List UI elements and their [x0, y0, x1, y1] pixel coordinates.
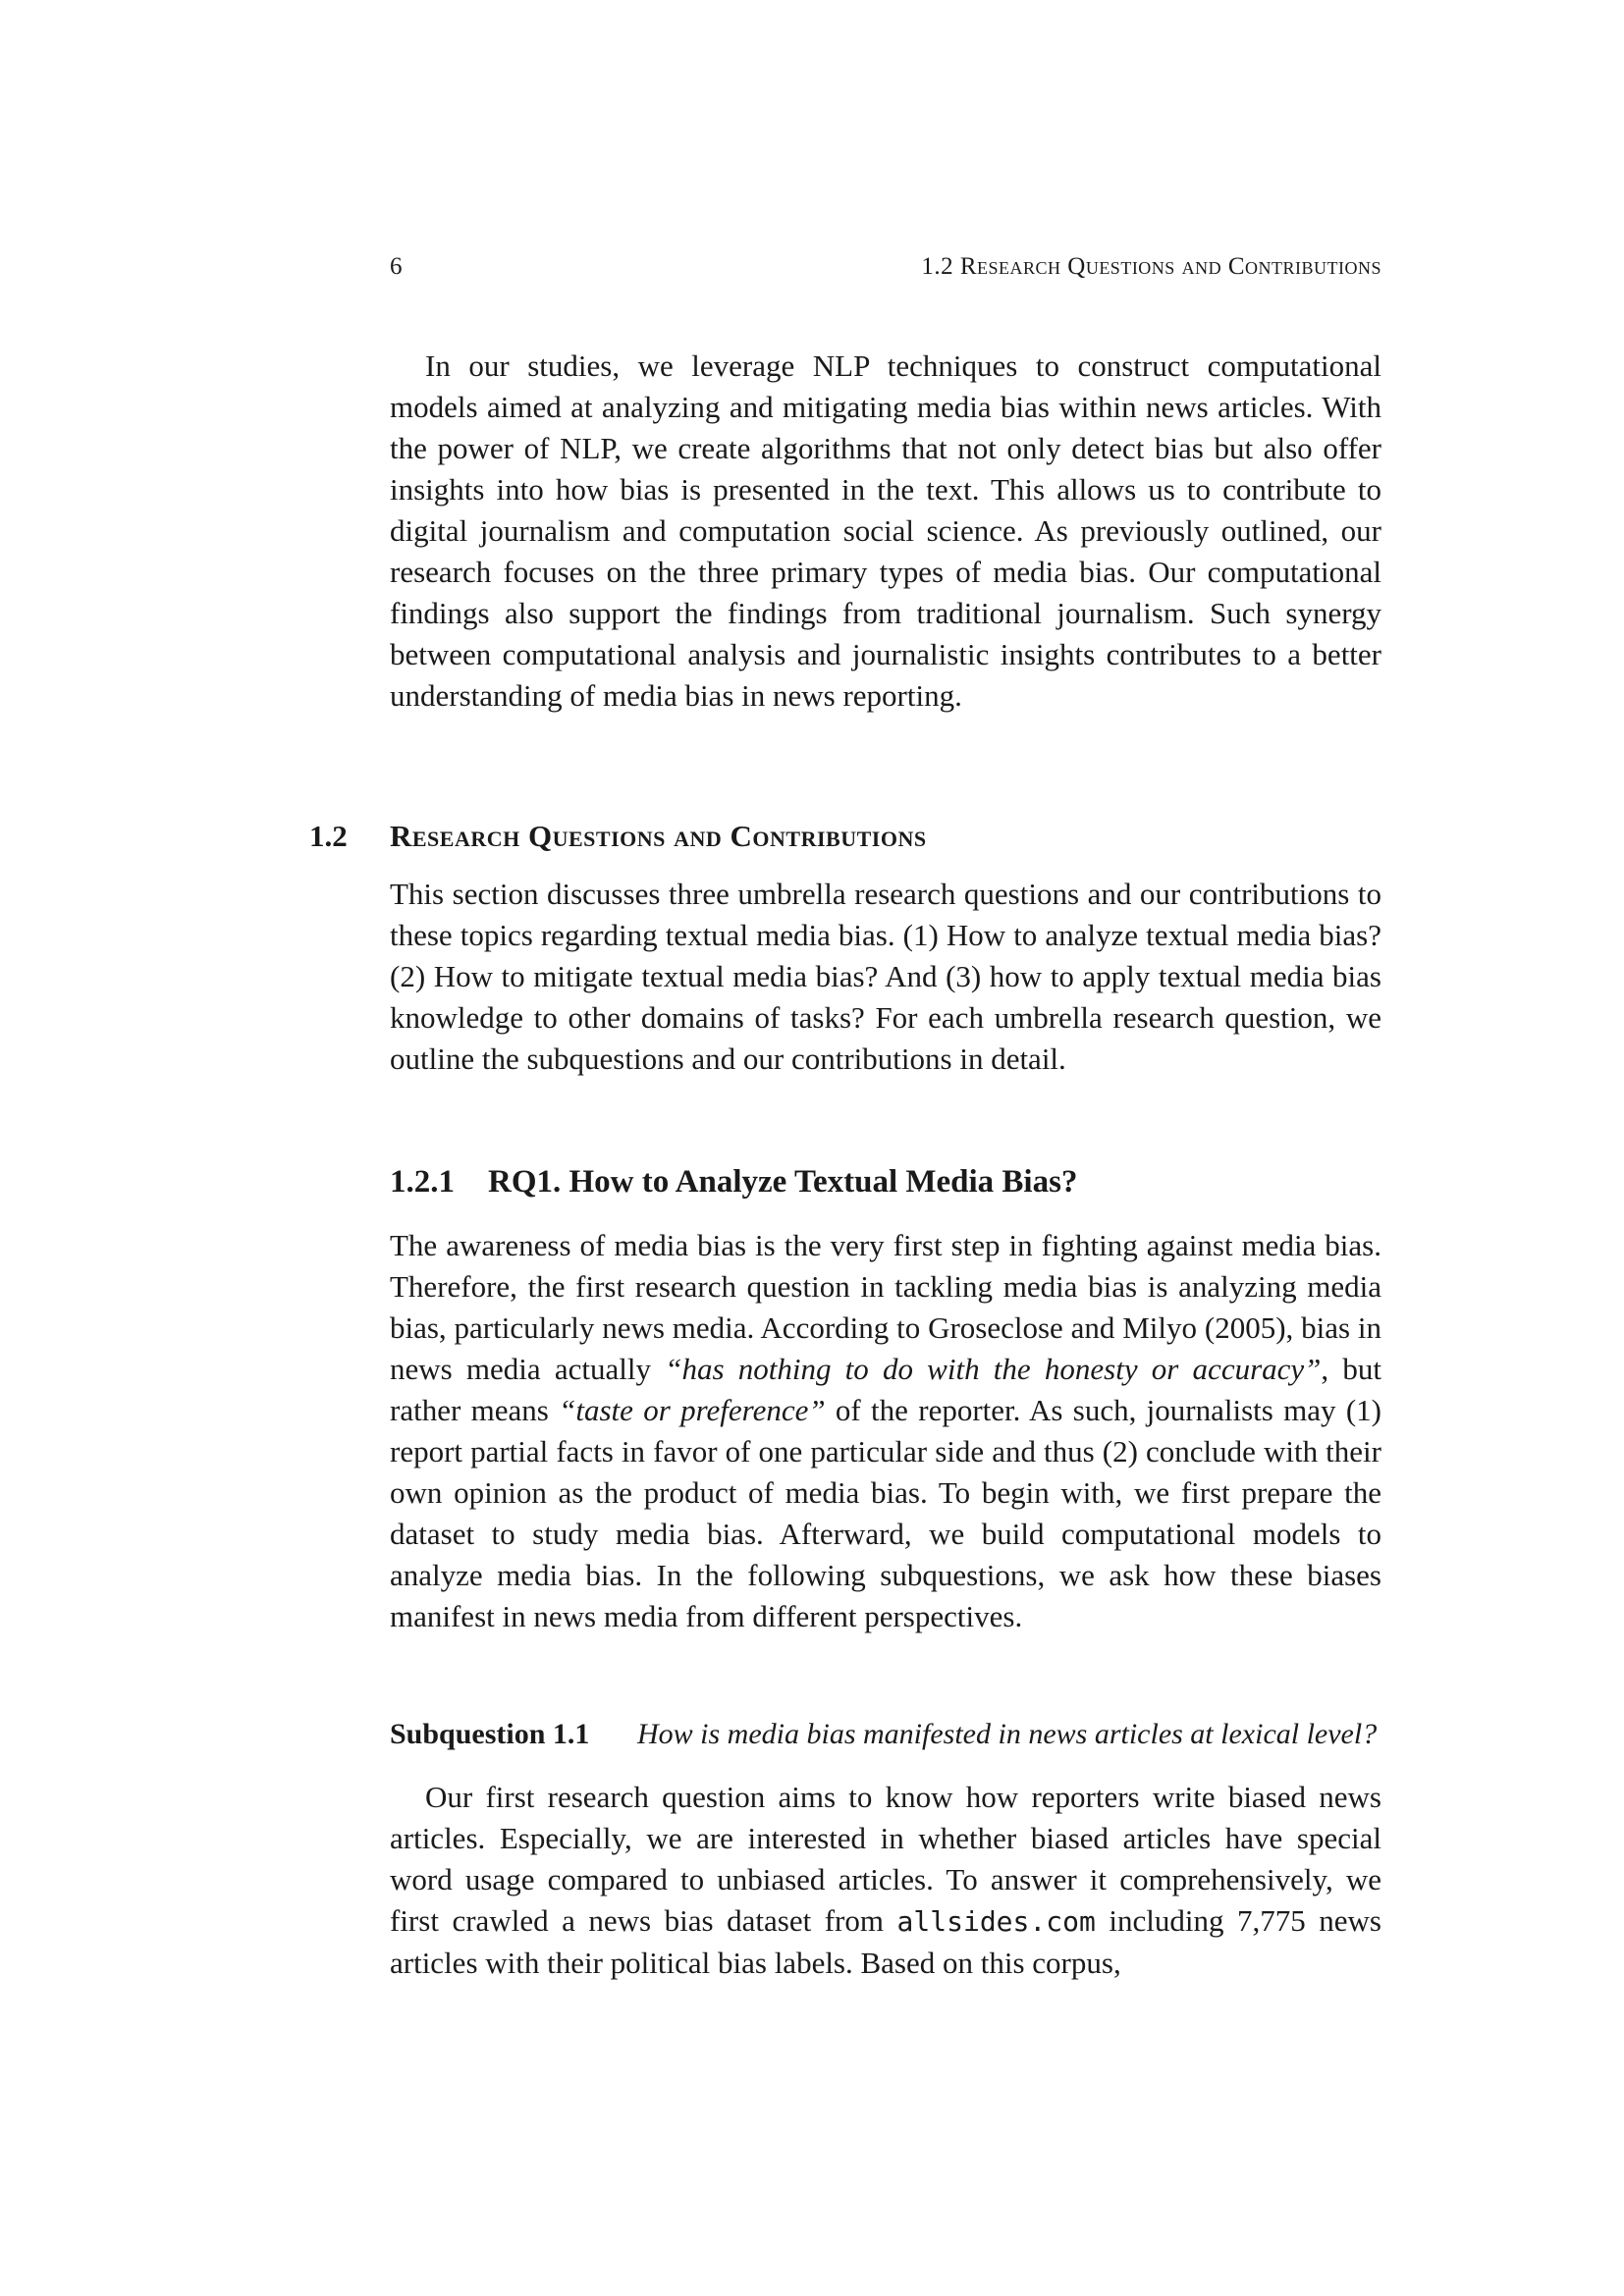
subsection-title: RQ1. How to Analyze Textual Media Bias? [488, 1164, 1078, 1200]
subquestion-heading [390, 1718, 1381, 1759]
subsection-text-3: of the reporter. As such, journalists may (1) report partial facts in favor of one particular side and thus (2) conclude with their own opinion as the product of media bias. To begin with, we first prepare the dataset to study media bias. Afterward, we build computational models to analyze media bias. In the following subquestions, we ask how these biases manifest in news media from different perspectives. [390, 1393, 1381, 1633]
subquestion-label: Subquestion 1.1 [390, 1718, 590, 1750]
subsection-paragraph [390, 1225, 1381, 1637]
subsection-number: 1.2.1 [390, 1164, 455, 1200]
running-title: 1.2 Research Questions and Contributions [921, 253, 1381, 280]
section-paragraph: This section discusses three umbrella research questions and our contributions to these topics regarding textual media bias. (1) How to analyze textual media bias? (2) How to mitigate textual media bias? And (3) how to apply textual media bias knowledge to other domains of tasks? For each umbrella research question, we outline the subquestions and our contributions in detail. [390, 877, 1381, 1076]
subquestion-text: How is media bias manifested in news articles at lexical level? [637, 1718, 1378, 1750]
subsection-text-2: , but rather means [390, 1352, 1381, 1427]
intro-paragraph: In our studies, we leverage NLP techniques to construct computational models aimed at analyzing and mitigating media bias within news articles. With the power of NLP, we create algorithms that not only detect bias but also offer insights into how bias is presented in the text. This allows us to contribute to digital journalism and computation social science. As previously outlined, our research focuses on the three primary types of media bias. Our computational findings also support the findings from traditional journalism. Such synergy between computational analysis and journalistic insights contributes to a better understanding of media bias in news reporting. [390, 348, 1381, 713]
subsection-heading [390, 1164, 1381, 1205]
dataset-url: allsides.com [896, 1905, 1096, 1938]
section-number: 1.2 [309, 819, 348, 853]
final-paragraph [390, 1777, 1381, 1984]
section-title: Research Questions and Contributions [390, 819, 927, 853]
final-text-1: Our first research question aims to know how reporters write biased news articles. Especially, we are interested in whether biased articles have special word usage compared to unbiased articles. To answer it comprehensively, we first crawled a news bias dataset from [390, 1780, 1381, 1938]
page-header [390, 253, 1381, 293]
quote-honesty: “has nothing to do with the honesty or accuracy” [665, 1352, 1322, 1386]
final-text-2: including 7,775 news articles with their political bias labels. Based on this corpus, [390, 1903, 1381, 1980]
section-heading [309, 819, 1389, 860]
subsection-text-1: The awareness of media bias is the very first step in fighting against media bias. Therefore, the first research question in tackling media bias is analyzing media bias, particularly news media. According to Groseclose and Milyo (2005), bias in news media actually [390, 1228, 1381, 1386]
quote-taste: “taste or preference” [559, 1393, 826, 1427]
page-number: 6 [390, 253, 403, 280]
